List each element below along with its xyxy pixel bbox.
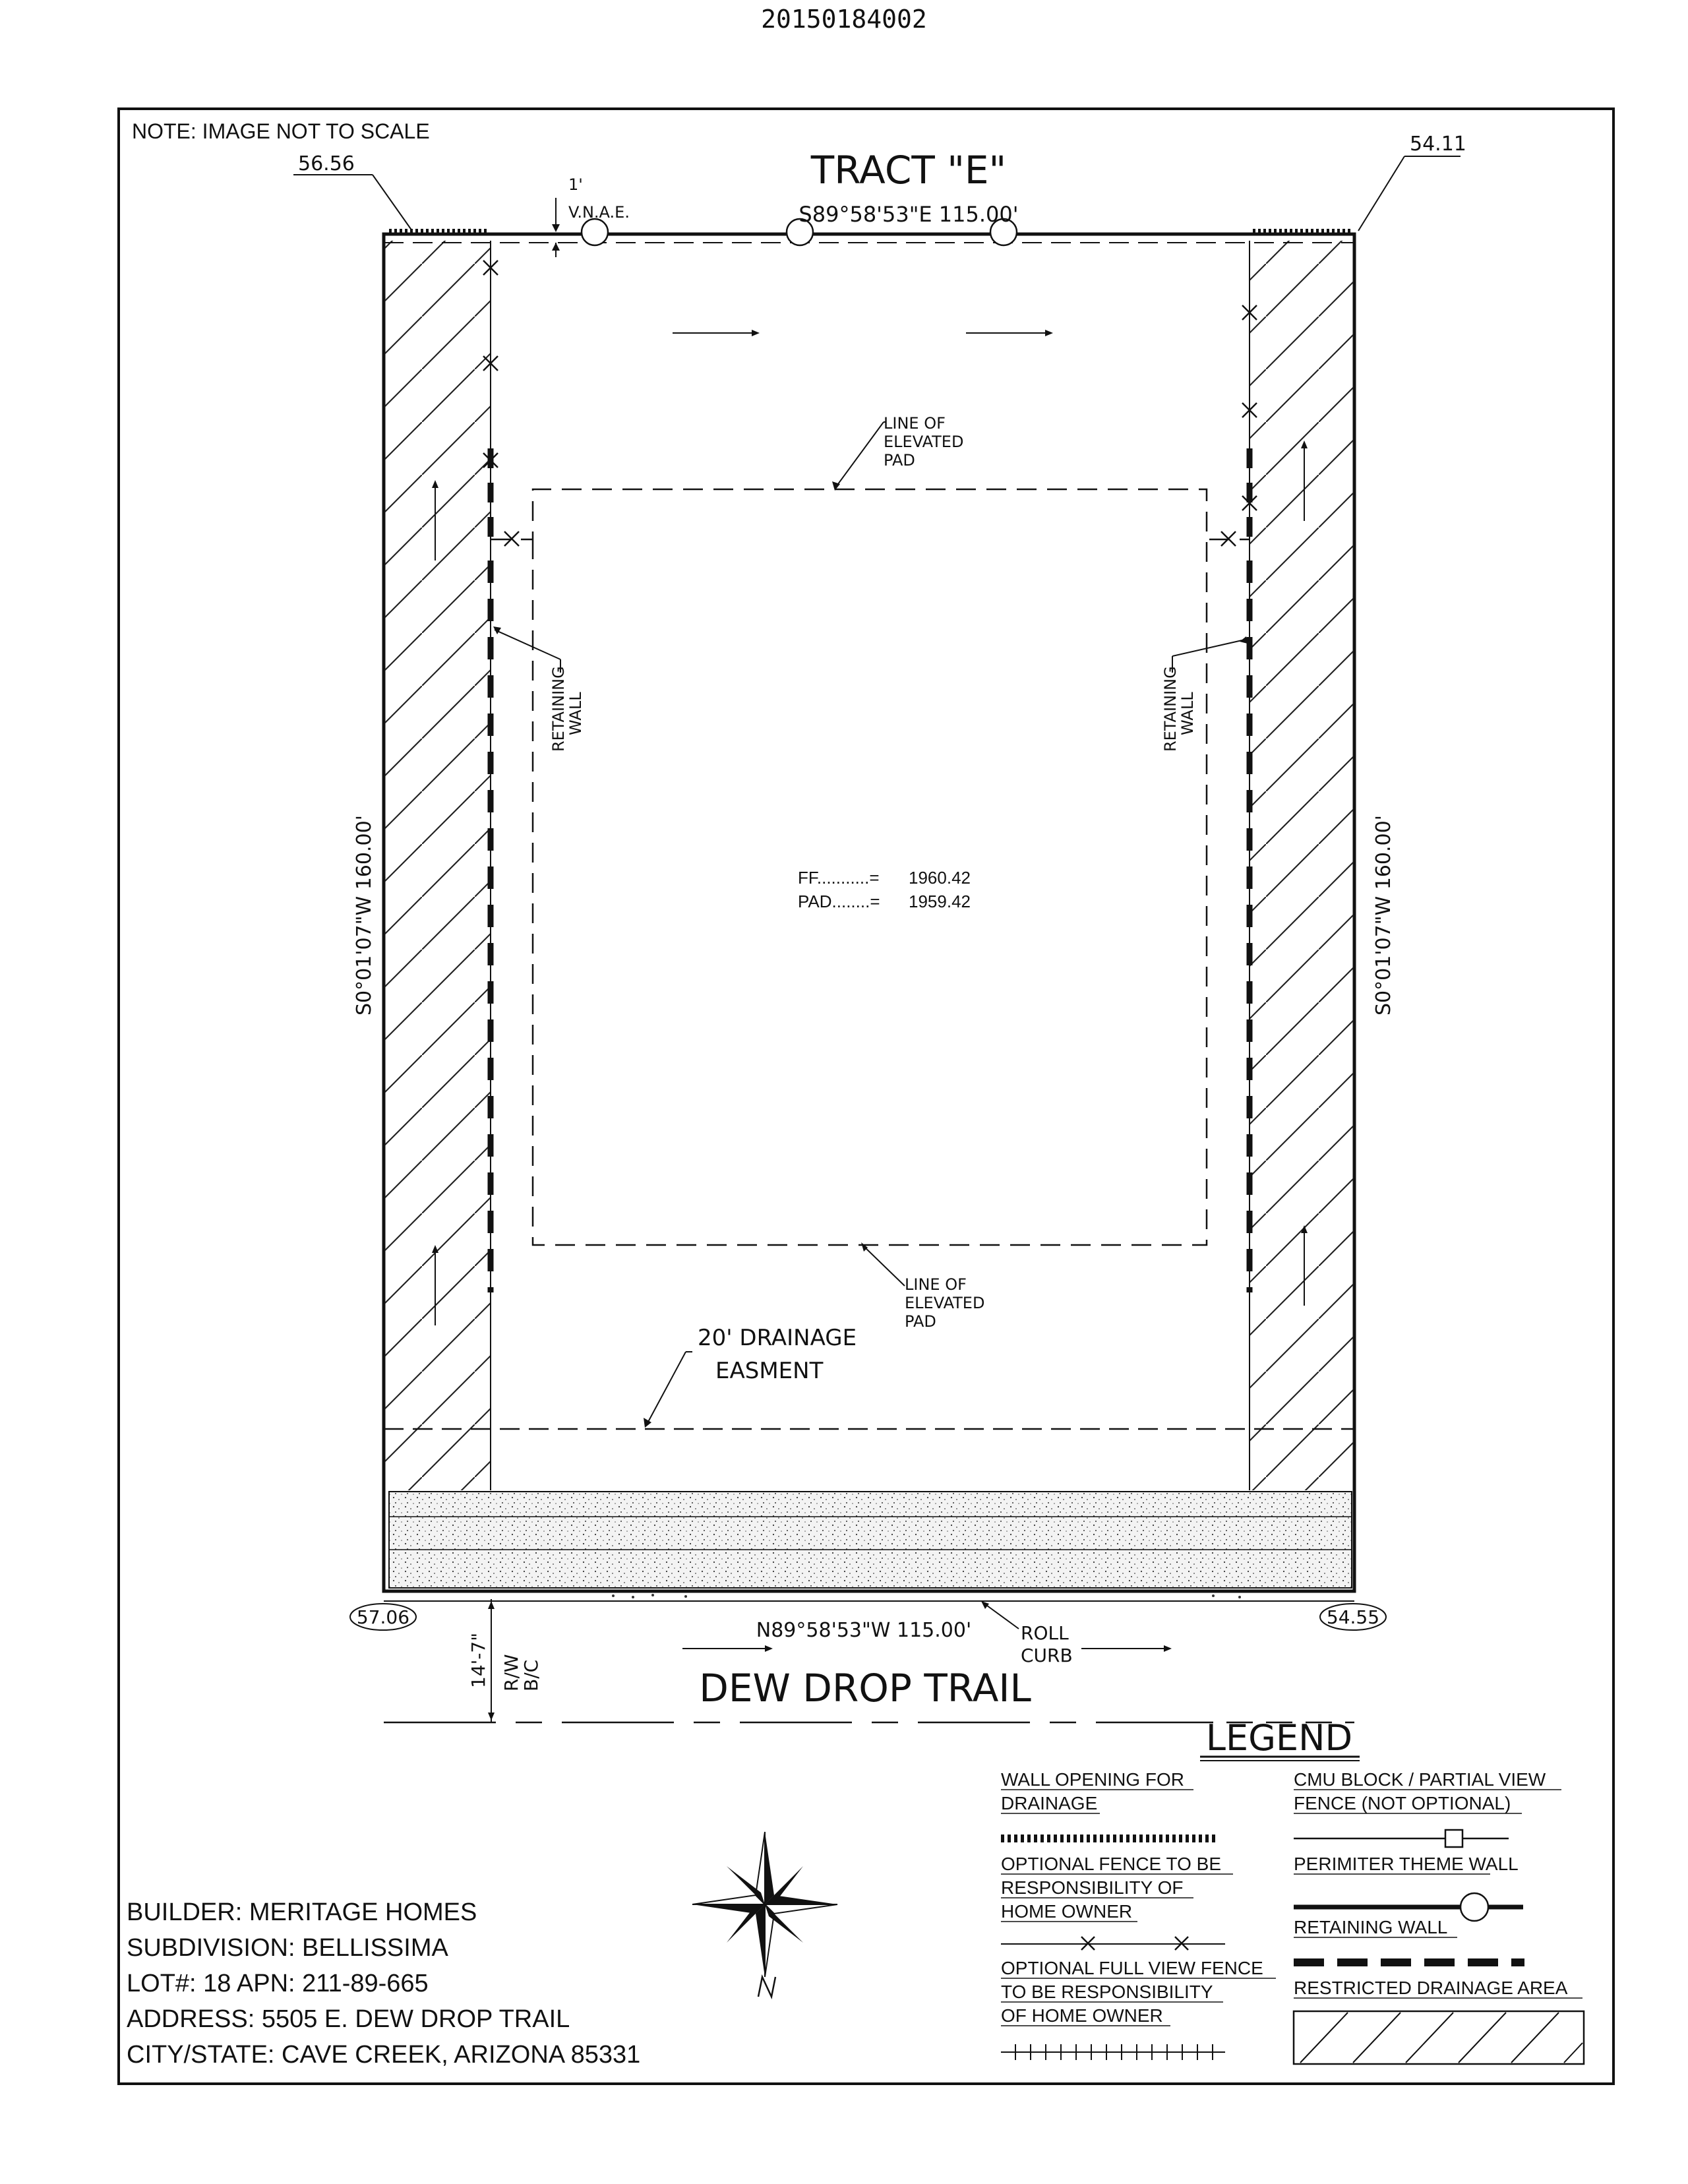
legend-optional-fence-symbol: [1001, 1937, 1225, 1950]
pad-label: PAD........=: [798, 892, 880, 911]
ff-label: FF...........=: [798, 868, 880, 888]
sidewalk-area: [389, 1492, 1352, 1588]
pad-value: 1959.42: [909, 892, 971, 911]
bearing-north: S89°58'53"E 115.00': [799, 202, 1019, 227]
retaining-wall-label-right: RETAINING WALL: [1161, 666, 1197, 752]
elevation-top-left: 56.56: [298, 152, 355, 175]
document-number: 20150184002: [761, 5, 927, 34]
legend-cmu-block-label: CMU BLOCK / PARTIAL VIEW FENCE (NOT OPTIONAL): [1294, 1769, 1546, 1813]
scale-note: NOTE: IMAGE NOT TO SCALE: [132, 119, 430, 143]
compass-rose-icon: [692, 1832, 837, 1997]
lot-line: LOT#: 18 APN: 211-89-665: [127, 1970, 429, 1997]
retaining-wall-label-left: RETAINING WALL: [549, 666, 585, 752]
bearing-south: N89°58'53"W 115.00': [756, 1619, 972, 1642]
vnae-label: V.N.A.E.: [568, 203, 630, 222]
legend-perimeter-wall-label: PERIMITER THEME WALL: [1294, 1854, 1519, 1874]
theme-wall-marker: [582, 219, 608, 245]
elevation-top-right: 54.11: [1410, 133, 1466, 156]
city-state-line: CITY/STATE: CAVE CREEK, ARIZONA 85331: [127, 2041, 641, 2069]
bearing-west: S0°01'07"W 160.00': [353, 815, 376, 1016]
north-letter-icon: [758, 1977, 775, 1997]
subdivision-line: SUBDIVISION: BELLISSIMA: [127, 1934, 448, 1962]
elevation-bottom-right: 54.55: [1326, 1606, 1380, 1628]
builder-line: BUILDER: MERITAGE HOMES: [127, 1898, 477, 1926]
legend-restricted-drainage-symbol: [1294, 2011, 1584, 2064]
restricted-drainage-left: [385, 241, 491, 1490]
restricted-drainage-right: [1250, 241, 1353, 1490]
rw-bc-label: R/W B/C: [500, 1654, 542, 1691]
ff-value: 1960.42: [909, 868, 971, 888]
legend-retaining-wall-label: RETAINING WALL: [1294, 1917, 1448, 1937]
drainage-easement-label: 20' DRAINAGE EASMENT: [698, 1325, 857, 1384]
roll-curb-label: ROLL CURB: [1021, 1622, 1073, 1666]
legend-restricted-drainage-label: RESTRICTED DRAINAGE AREA: [1294, 1978, 1568, 1998]
elevated-pad-label-bottom: LINE OF ELEVATED PAD: [905, 1275, 985, 1331]
vnae-dimension: 1': [568, 175, 583, 194]
property-info: [127, 1898, 640, 2069]
elevation-bottom-left: 57.06: [356, 1606, 410, 1628]
lot-boundary: [384, 234, 1354, 1591]
elevated-pad-outline: [491, 489, 1250, 1245]
street-name: DEW DROP TRAIL: [699, 1666, 1031, 1711]
elevated-pad-label-top: LINE OF ELEVATED PAD: [884, 414, 964, 470]
address-line: ADDRESS: 5505 E. DEW DROP TRAIL: [127, 2005, 570, 2033]
optional-fence-markers: [483, 260, 1257, 546]
legend-full-view-fence-label: OPTIONAL FULL VIEW FENCE TO BE RESPONSIBILITY OF HOME OWNER: [1001, 1958, 1263, 2026]
tract-label: TRACT "E": [810, 148, 1007, 193]
legend-wall-opening-label: WALL OPENING FOR DRAINAGE: [1001, 1769, 1184, 1813]
setback-dimension: 14'-7": [467, 1632, 489, 1688]
legend-optional-fence-label: OPTIONAL FENCE TO BE RESPONSIBILITY OF HOME OWNER: [1001, 1854, 1222, 1922]
legend-full-view-fence-symbol: [1001, 2044, 1225, 2060]
legend-title: LEGEND: [1205, 1717, 1353, 1759]
bearing-east: S0°01'07"W 160.00': [1372, 815, 1395, 1016]
legend-cmu-block-symbol: [1294, 1830, 1509, 1847]
